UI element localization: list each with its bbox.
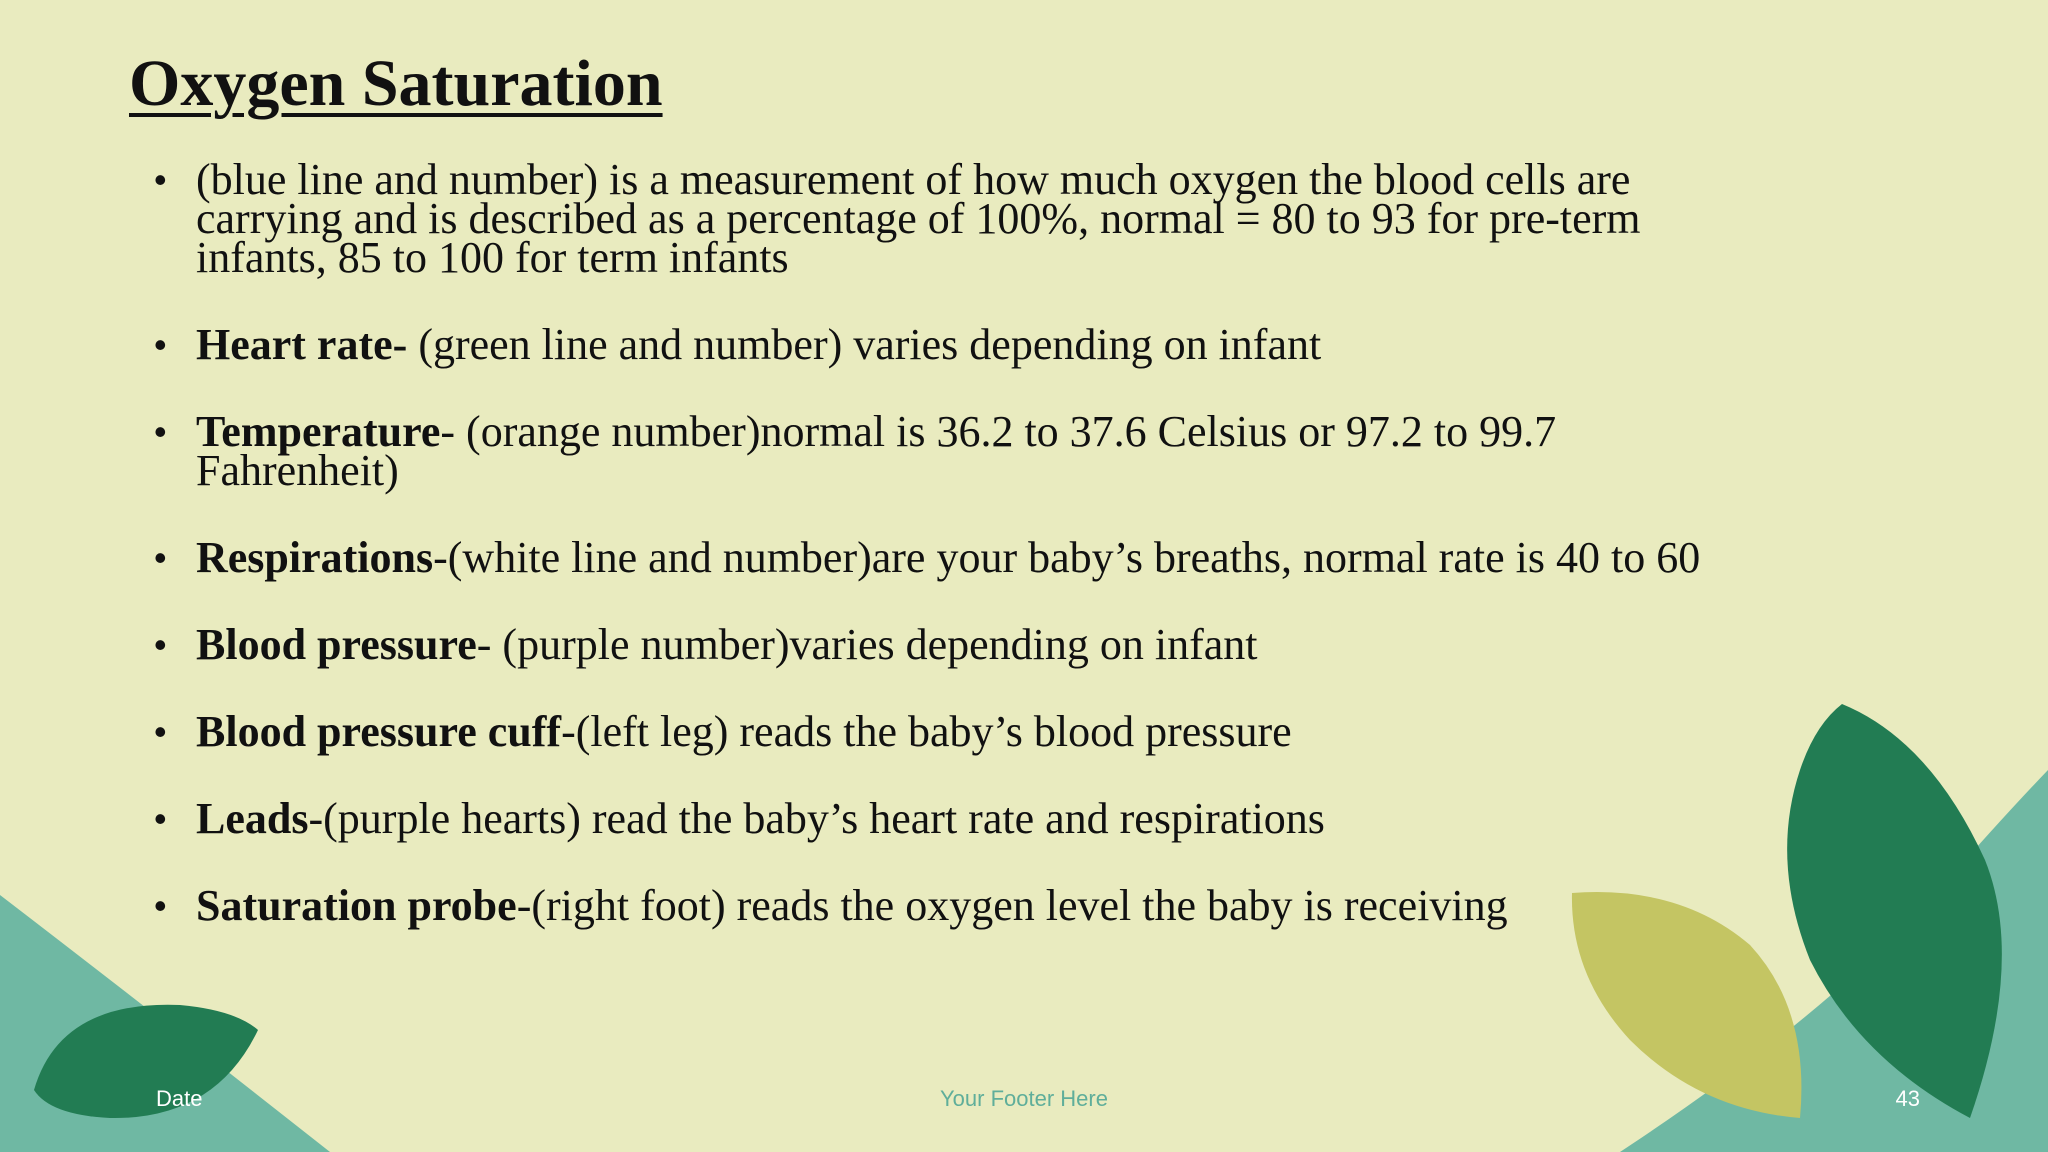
bullet-item-leads [150,794,1750,843]
bullet-item-saturation-probe [150,881,1750,930]
bullet-item-blood-pressure [150,620,1750,669]
bullet-term: Heart rate- [196,320,408,369]
bullet-list [150,155,1750,973]
bullet-item-respirations [150,533,1750,582]
bullet-marker: • [154,798,167,839]
bullet-text: - (orange number)normal is 36.2 to 37.6 Celsius or 97.2 to 99.7 Fahrenheit) [196,407,1557,495]
bullet-term: Respirations [196,533,434,582]
bullet-item-oxygen-saturation [150,155,1750,282]
bullet-text: (green line and number) varies depending on infant [407,320,1322,369]
bullet-marker: • [154,411,167,452]
bullet-item-blood-pressure-cuff [150,707,1750,756]
bullet-text: -(left leg) reads the baby’s blood pressure [561,707,1292,756]
bullet-text: -(right foot) reads the oxygen level the baby is receiving [516,881,1508,930]
bullet-term: Leads [196,794,309,843]
bullet-marker: • [154,537,167,578]
bullet-item-temperature [150,407,1750,495]
bullet-text: - (purple number)varies depending on infant [476,620,1258,669]
slide-title: Oxygen Saturation [129,47,663,120]
bullet-marker: • [154,324,167,365]
bullet-marker: • [154,885,167,926]
bullet-text: -(white line and number)are your baby’s breaths, normal rate is 40 to 60 [433,533,1701,582]
bullet-marker: • [154,624,167,665]
bullet-term: Saturation probe [196,881,517,930]
footer-date: Date [156,1086,203,1111]
bullet-marker: • [154,159,167,200]
bullet-marker: • [154,711,167,752]
bullet-text: (blue line and number) is a measurement of how much oxygen the blood cells are carrying and is described as a percentage of 100%, normal = 80 to 93 for pre-term infants, 85 to 100 for term infants [196,155,1641,282]
bullet-term: Temperature [196,407,441,456]
footer-text: Your Footer Here [940,1086,1108,1111]
slide-number: 43 [1895,1086,1920,1111]
bullet-item-heart-rate [150,320,1750,369]
bullet-term: Blood pressure cuff [196,707,562,756]
bullet-term: Blood pressure [196,620,477,669]
bullet-text: -(purple hearts) read the baby’s heart rate and respirations [308,794,1325,843]
